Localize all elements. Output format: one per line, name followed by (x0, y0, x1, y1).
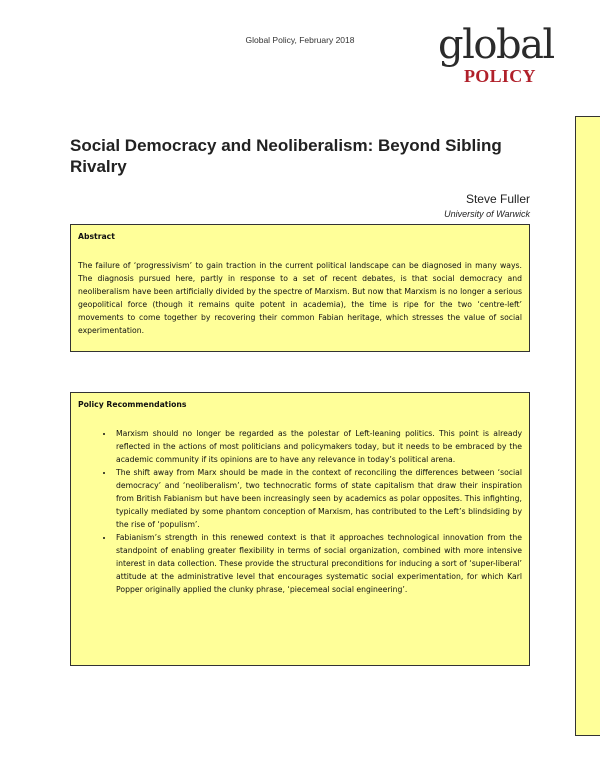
author-affiliation: University of Warwick (444, 209, 530, 219)
abstract-box (70, 224, 530, 352)
article-title: Social Democracy and Neoliberalism: Beyond Sibling Rivalry (70, 136, 502, 176)
global-policy-logo (438, 22, 554, 88)
policy-heading: Policy Recommendations (78, 400, 187, 409)
author-name: Steve Fuller (465, 192, 530, 206)
sidebar-panel (575, 116, 600, 736)
abstract-heading: Abstract (78, 232, 115, 241)
journal-header: Global Policy, February 2018 (245, 35, 355, 45)
policy-item: • The shift away from Marx should be made in the context of reconciling the differences between ‘social democracy’ and ‘neoliberalism’, two technocratic forms of state capitalism that draw their inspiration from British Fabianism but have been increasingly seen by academics as polar opposites. This infighting, typically mediated by some phantom conception of Marxism, has contributed to the Left’s blindsiding by the rise of ‘populism’. (114, 466, 522, 531)
abstract-text: The failure of ‘progressivism’ to gain traction in the current political landscape can be diagnosed in many ways. The diagnosis pursued here, partly in response to a set of recent debates, is that social democracy and neoliberalism have been artificially divided by the spectre of Marxism. But now that Marxism is no longer a serious geopolitical force (though it remains quite potent in academia), the time is ripe for the two ‘centre-left’ movements to come together by recovering their common Fabian heritage, which stresses the value of social experimentation. (78, 261, 522, 335)
logo-word-global: global (438, 22, 554, 68)
logo-word-policy: POLICY (464, 66, 536, 86)
policy-recommendations-box (70, 392, 530, 666)
policy-list (78, 427, 522, 596)
policy-item: • Marxism should no longer be regarded as the polestar of Left-leaning politics. This point is already reflected in the actions of most politicians and policymakers today, but it needs to be embraced by the academic community if its opinions are to have any relevance in today’s political arena. (114, 427, 522, 466)
policy-item: • Fabianism’s strength in this renewed context is that it approaches technological innovation from the standpoint of enabling greater flexibility in terms of social organization, combined with more intensive interest in data collection. These provide the structural preconditions for inducing a sort of ‘super-liberal’ attitude at the administrative level that encourages systematic social experimentation, for which Karl Popper originally applied the clunky phrase, ‘piecemeal social engineering’. (114, 531, 522, 596)
